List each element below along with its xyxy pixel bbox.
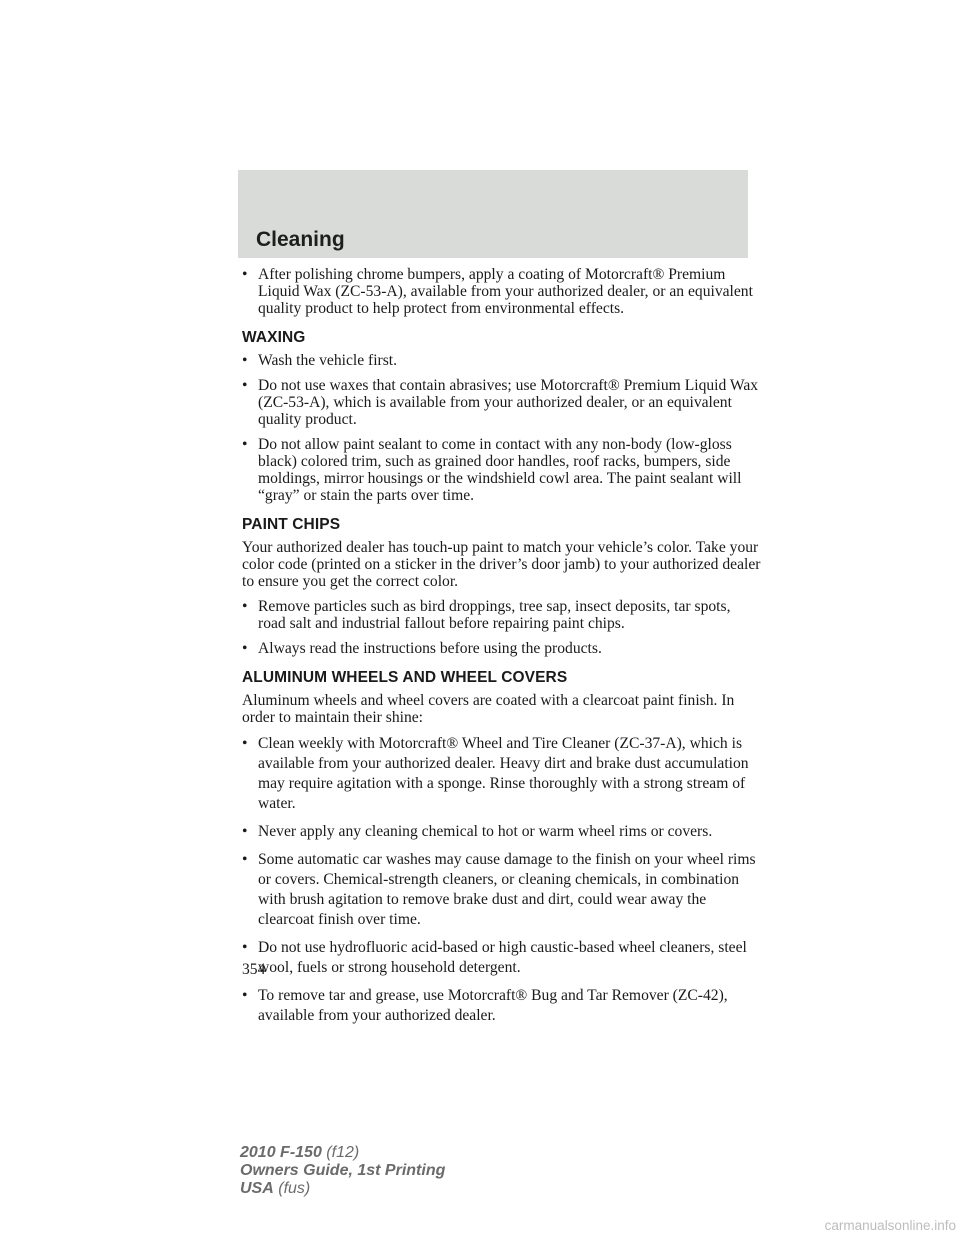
bullet-icon: •: [242, 598, 248, 615]
bullet-item: [242, 352, 762, 369]
bullet-icon: •: [242, 823, 248, 840]
bullet-item: [242, 986, 762, 1026]
section-title: Cleaning: [256, 228, 345, 251]
bullet-item: [242, 436, 762, 504]
bullet-text: Remove particles such as bird droppings, tree sap, insect deposits, tar spots, road salt and industrial fallout before repairing paint chips.: [258, 598, 731, 632]
bullet-item: [242, 850, 762, 930]
footer-guide: Owners Guide, 1st Printing: [240, 1162, 446, 1179]
bullet-text: Do not use waxes that contain abrasives; use Motorcraft® Premium Liquid Wax (ZC-53-A), which is available from your authorized dealer, or an equivalent quality product.: [258, 377, 759, 428]
page-number: 354: [242, 961, 266, 978]
wheels-paragraph: Aluminum wheels and wheel covers are coated with a clearcoat paint finish. In order to maintain their shine:: [242, 692, 735, 726]
bullet-text: After polishing chrome bumpers, apply a coating of Motorcraft® Premium Liquid Wax (ZC-53-A), available from your authorized dealer, or an equivalent quality product to help protect from environmental effects.: [258, 266, 753, 317]
bullet-icon: •: [242, 640, 248, 657]
footer-model: 2010 F-150: [240, 1144, 322, 1161]
bullet-text: Do not allow paint sealant to come in contact with any non-body (low-gloss black) colored trim, such as grained door handles, roof racks, bumpers, side moldings, mirror housings or the windshield cowl area. The paint sealant will “gray” or stain the parts over time.: [258, 436, 742, 504]
bullet-item: [242, 598, 762, 632]
footer-model-code: (f12): [326, 1144, 360, 1161]
heading-paint-chips: PAINT CHIPS: [242, 516, 341, 533]
bullet-icon: •: [242, 735, 248, 752]
bullet-text: Wash the vehicle first.: [258, 352, 398, 369]
bullet-text: Do not use hydrofluoric acid-based or high caustic-based wheel cleaners, steel wool, fuels or strong household detergent.: [258, 939, 747, 976]
bullet-text: Clean weekly with Motorcraft® Wheel and Tire Cleaner (ZC-37-A), which is available from your authorized dealer. Heavy dirt and brake dust accumulation may require agitation with a sponge. Rinse thoroughly with a strong stream of water.: [258, 735, 749, 812]
watermark-link[interactable]: carmanualsonline.info: [824, 1218, 956, 1233]
footer-region-line: [240, 1180, 445, 1198]
bullet-text: Never apply any cleaning chemical to hot or warm wheel rims or covers.: [258, 823, 713, 840]
bullet-item: [242, 822, 762, 842]
bullet-text: Some automatic car washes may cause damage to the finish on your wheel rims or covers. Chemical-strength cleaners, or cleaning chemicals, in combination with brush agitation to remove brake dust and dirt, could wear away the clearcoat finish over time.: [258, 851, 756, 928]
bullet-icon: •: [242, 436, 248, 453]
print-footer: [240, 1144, 445, 1198]
footer-region: USA: [240, 1180, 274, 1197]
page-content: [242, 266, 762, 1034]
bullet-item: [242, 734, 762, 814]
heading-aluminum-wheels: ALUMINUM WHEELS AND WHEEL COVERS: [242, 669, 568, 686]
paint-chips-paragraph: Your authorized dealer has touch-up paint to match your vehicle’s color. Take your color code (printed on a sticker in the driver’s door jamb) to your authorized dealer to ensure you get the correct color.: [242, 539, 761, 590]
bullet-item: [242, 640, 762, 657]
bullet-icon: •: [242, 851, 248, 868]
section-header: [238, 170, 748, 258]
bullet-text: To remove tar and grease, use Motorcraft® Bug and Tar Remover (ZC-42), available from your authorized dealer.: [258, 987, 728, 1024]
heading-waxing: WAXING: [242, 329, 306, 346]
footer-model-line: [240, 1144, 445, 1162]
bullet-icon: •: [242, 377, 248, 394]
bullet-icon: •: [242, 939, 248, 956]
bullet-icon: •: [242, 266, 248, 283]
bullet-icon: •: [242, 987, 248, 1004]
bullet-icon: •: [242, 352, 248, 369]
bullet-item: [242, 938, 762, 978]
bullet-item: [242, 377, 762, 428]
footer-region-code: (fus): [278, 1180, 311, 1197]
bullet-text: Always read the instructions before using the products.: [258, 640, 602, 657]
bullet-item: [242, 266, 762, 317]
